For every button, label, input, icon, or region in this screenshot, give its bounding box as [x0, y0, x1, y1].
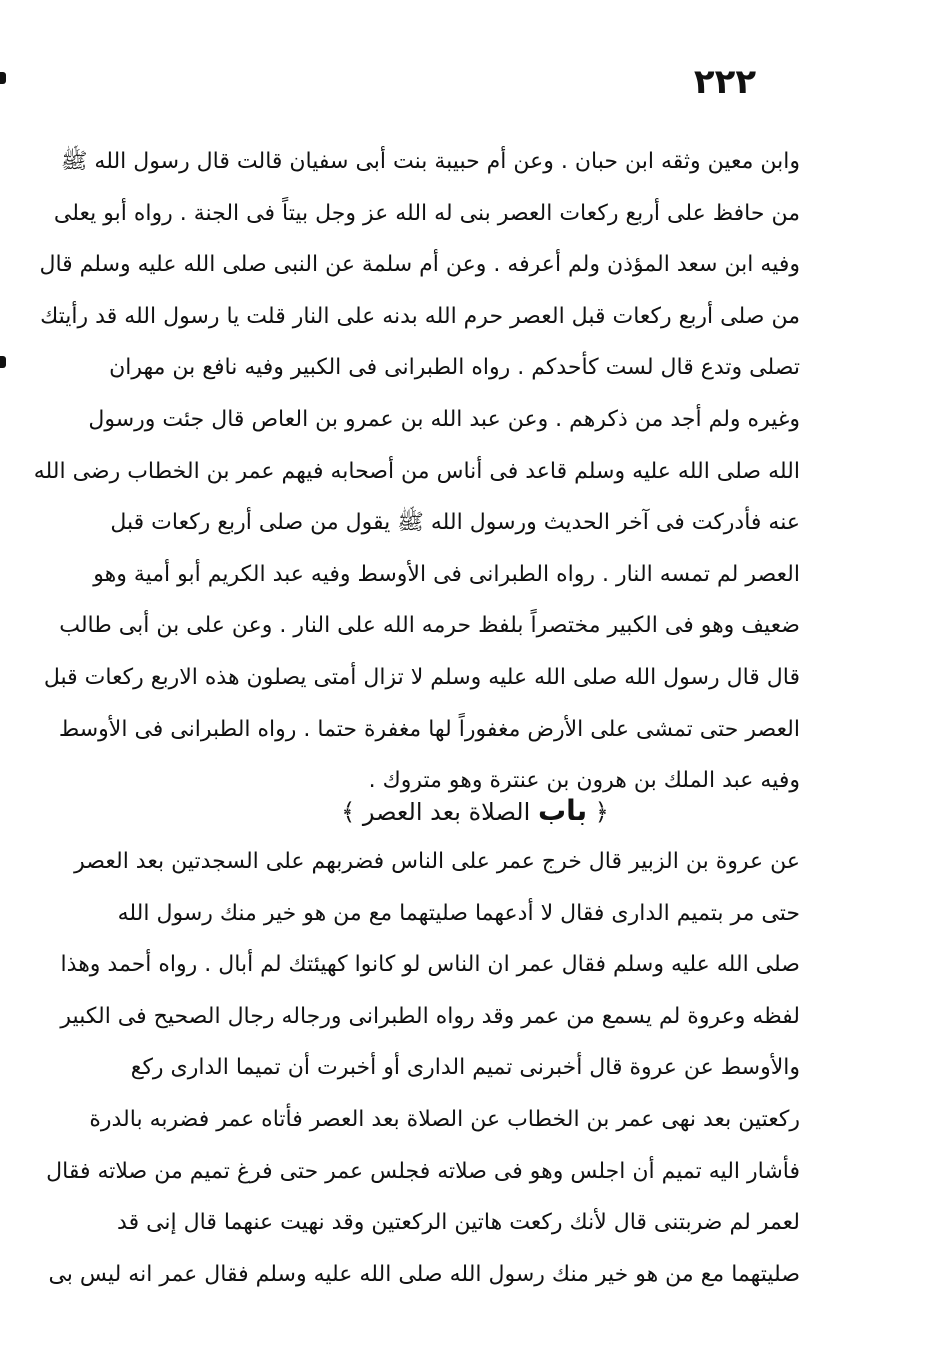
- heading-bab: باب: [537, 794, 588, 827]
- margin-mark-middle: [0, 356, 6, 368]
- section-1-text: [33, 136, 800, 807]
- text-line: من حافظ على أربع ركعات العصر بنى له الله عز وجل بيتاً فى الجنة . رواه أبو يعلى: [53, 200, 800, 226]
- text-line: صلى الله عليه وسلم فقال عمر ان الناس لو كانوا كهيئتك لم أبال . رواه أحمد وهذا: [60, 952, 800, 978]
- text-line: وغيره ولم أجد من ذكرهم . وعن عبد الله بن عمرو بن العاص قال جئت ورسول: [88, 406, 800, 432]
- heading-title: الصلاة بعد العصر: [362, 798, 531, 826]
- text-line: صليتهما مع من هو خير منك رسول الله صلى الله عليه وسلم فقال عمر انه ليس بى: [48, 1261, 800, 1287]
- text-line: وابن معين وثقه ابن حبان . وعن أم حبيبة بنت أبى سفيان قالت قال رسول الله ﷺ: [60, 149, 800, 174]
- heading-open-bracket: ﴿: [594, 798, 609, 826]
- text-line: حتى مر بتميم الدارى فقال لا أدعهما صليتهما مع من هو خير منك رسول الله: [117, 900, 800, 926]
- text-line: عن عروة بن الزبير قال خرج عمر على الناس فضربهم على السجدتين بعد العصر: [74, 849, 800, 874]
- text-line: والأوسط عن عروة قال أخبرنى تميم الدارى أو أخبرت أن تميما الدارى ركع: [130, 1055, 800, 1081]
- text-line: الله صلى الله عليه وسلم قاعد فى أناس من أصحابه فيهم عمر بن الخطاب رضى الله: [33, 458, 800, 484]
- text-line: لعمر لم ضربتنى قال لأنك ركعت هاتين الركعتين وقد نهيت عنهما قال إنى قد: [117, 1210, 800, 1236]
- text-line: ركعتين بعد نهى عمر بن الخطاب عن الصلاة بعد العصر فأتاه عمر فضربه بالدرة: [89, 1106, 800, 1132]
- chapter-heading: [150, 786, 800, 836]
- text-line: وفيه ابن سعد المؤذن ولم أعرفه . وعن أم سلمة عن النبى صلى الله عليه وسلم قال: [39, 252, 800, 278]
- text-line: العصر لم تمسه النار . رواه الطبرانى فى الأوسط وفيه عبد الكريم أبو أمية وهو: [93, 561, 800, 587]
- text-line: تصلى وتدع قال لست كأحدكم . رواه الطبرانى فى الكبير وفيه نافع بن مهران: [109, 355, 800, 381]
- text-line: عنه فأدركت فى آخر الحديث ورسول الله ﷺ يقول من صلى أربع ركعات قبل: [110, 510, 800, 536]
- text-line: من صلى أربع ركعات قبل العصر حرم الله بدنه على النار قلت يا رسول الله قد رأيتك: [40, 303, 800, 329]
- margin-mark-top: [0, 72, 6, 84]
- text-line: فأشار اليه تميم أن اجلس وهو فى صلاته فجلس عمر حتى فرغ تميم من صلاته فقال: [46, 1158, 800, 1184]
- text-line: لفظه وعروة لم يسمع من عمر وقد رواه الطبرانى ورجاله رجال الصحيح فى الكبير: [60, 1003, 800, 1029]
- heading-close-bracket: ﴾: [341, 798, 356, 826]
- text-line: قال قال رسول الله صلى الله عليه وسلم لا تزال أمتى يصلون هذه الاربع ركعات قبل: [43, 664, 800, 690]
- text-line: ضعيف وهو فى الكبير مختصراً بلفظ حرمه الله على النار . وعن على بن أبى طالب: [59, 613, 800, 639]
- text-line: وفيه عبد الملك بن هرون بن عنترة وهو متروك .: [368, 768, 800, 794]
- text-line: العصر حتى تمشى على الأرض مغفوراً لها مغفرة حتما . رواه الطبرانى فى الأوسط: [58, 716, 800, 742]
- section-2-text: [46, 836, 800, 1300]
- page-number: ٢٢٢: [693, 62, 757, 102]
